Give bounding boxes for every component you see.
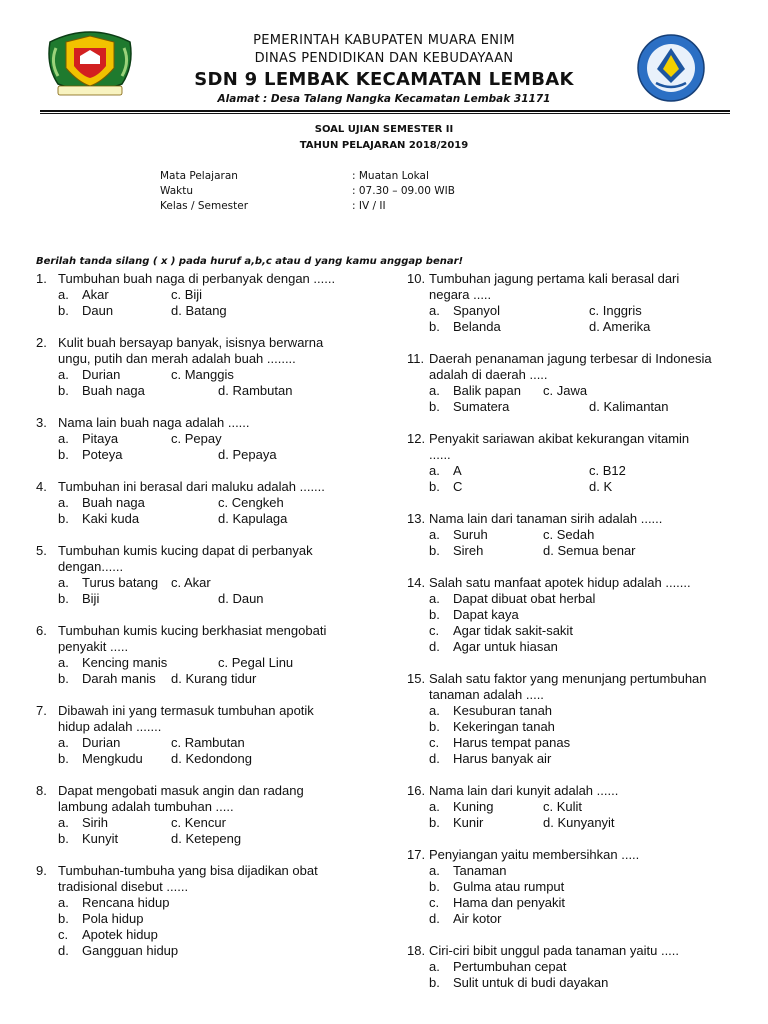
header-line-agency: DINAS PENDIDIKAN DAN KEBUDAYAAN (254, 51, 514, 66)
option-letter[interactable]: b. (58, 383, 69, 398)
option-text[interactable]: Sireh (453, 543, 484, 558)
option-letter[interactable]: b. (58, 303, 69, 318)
option-text[interactable]: Belanda (453, 319, 501, 334)
question-text: Tumbuhan ini berasal dari maluku adalah ....... (58, 479, 325, 494)
option-text[interactable]: Gulma atau rumput (453, 879, 565, 894)
question-text: ...... (429, 447, 451, 462)
question-text: tradisional disebut ...... (58, 879, 189, 894)
option-text[interactable]: d. Rambutan (218, 383, 293, 398)
option-text[interactable]: Buah naga (82, 495, 145, 510)
option-letter[interactable]: b. (429, 815, 440, 830)
option-text[interactable]: c. Biji (171, 287, 203, 302)
question-text: Tumbuhan jagung pertama kali berasal dari (429, 271, 680, 286)
school-address: Alamat : Desa Talang Nangka Kecamatan Lembak 31171 (217, 93, 551, 105)
question-text: dengan...... (58, 559, 124, 574)
question-text: Nama lain dari kunyit adalah ...... (429, 783, 619, 798)
option-letter[interactable]: a. (58, 895, 69, 910)
option-letter[interactable]: b. (429, 399, 440, 414)
question-text: hidup adalah ....... (58, 719, 162, 734)
question-number: 17. (407, 847, 426, 862)
header-divider-thick (40, 110, 730, 112)
instruction-text: Berilah tanda silang ( x ) pada huruf a,b,c atau d yang kamu anggap benar! (36, 256, 464, 267)
question-number: 14. (407, 575, 426, 590)
option-letter[interactable]: b. (58, 911, 69, 926)
option-text[interactable]: Sulit untuk di budi dayakan (453, 975, 609, 990)
question-number: 5. (36, 543, 47, 558)
option-text[interactable]: d. Kurang tidur (171, 671, 257, 686)
option-text[interactable]: c. Inggris (589, 303, 642, 318)
option-letter[interactable]: c. (58, 927, 69, 942)
option-text[interactable]: Biji (82, 591, 100, 606)
option-letter[interactable]: a. (429, 463, 440, 478)
option-text[interactable]: Gangguan hidup (82, 943, 179, 958)
question-number: 15. (407, 671, 426, 686)
option-text[interactable]: d. Kapulaga (218, 511, 288, 526)
option-text[interactable]: d. Kedondong (171, 751, 252, 766)
option-text[interactable]: C (453, 479, 463, 494)
option-text[interactable]: d. Kalimantan (589, 399, 669, 414)
question-number: 2. (36, 335, 47, 350)
question-number: 4. (36, 479, 47, 494)
option-text[interactable]: Hama dan penyakit (453, 895, 566, 910)
question-number: 13. (407, 511, 426, 526)
option-text[interactable]: c. Manggis (171, 367, 234, 382)
option-text[interactable]: Harus tempat panas (453, 735, 571, 750)
question-number: 11. (407, 351, 425, 366)
question-text: tanaman adalah ..... (429, 687, 544, 702)
option-letter[interactable]: b. (58, 591, 69, 606)
option-text[interactable]: Kunyit (82, 831, 119, 846)
option-letter[interactable]: d. (58, 943, 69, 958)
option-letter[interactable]: b. (58, 447, 69, 462)
header-line-government: PEMERINTAH KABUPATEN MUARA ENIM (253, 33, 515, 48)
option-letter[interactable]: b. (429, 975, 440, 990)
option-text[interactable]: c. B12 (589, 463, 626, 478)
option-text[interactable]: d. Batang (171, 303, 227, 318)
option-text[interactable]: Darah manis (82, 671, 156, 686)
option-text[interactable]: Sirih (82, 815, 109, 830)
option-letter[interactable]: a. (429, 383, 440, 398)
question-number: 12. (407, 431, 426, 446)
option-letter[interactable]: b. (429, 479, 440, 494)
muara-enim-emblem-icon (44, 28, 136, 98)
question-text: negara ..... (429, 287, 492, 302)
question-number: 7. (36, 703, 47, 718)
option-text[interactable]: Rencana hidup (82, 895, 170, 910)
option-text[interactable]: Mengkudu (82, 751, 143, 766)
option-text[interactable]: Dapat kaya (453, 607, 519, 622)
question-text: lambung adalah tumbuhan ..... (58, 799, 234, 814)
option-text[interactable]: c. Sedah (543, 527, 595, 542)
option-text[interactable]: Kencing manis (82, 655, 168, 670)
option-text[interactable]: c. Akar (171, 575, 211, 590)
option-letter[interactable]: a. (58, 815, 69, 830)
tut-wuri-handayani-logo-icon (636, 33, 706, 103)
option-text[interactable]: d. K (589, 479, 613, 494)
question-number: 9. (36, 863, 47, 878)
question-text: Nama lain buah naga adalah ...... (58, 415, 250, 430)
exam-title: SOAL UJIAN SEMESTER II (314, 124, 454, 135)
question-number: 8. (36, 783, 47, 798)
option-text[interactable]: d. Amerika (589, 319, 651, 334)
option-letter[interactable]: b. (58, 831, 69, 846)
question-text: Salah satu manfaat apotek hidup adalah ....... (429, 575, 691, 590)
option-text[interactable]: c. Pepay (171, 431, 222, 446)
meta-label: Mata Pelajaran (160, 170, 238, 182)
option-letter[interactable]: d. (429, 639, 440, 654)
option-text[interactable]: Kaki kuda (82, 511, 140, 526)
option-text[interactable]: Sumatera (453, 399, 510, 414)
option-letter[interactable]: b. (429, 607, 440, 622)
option-text[interactable]: Apotek hidup (82, 927, 158, 942)
option-text[interactable]: d. Kunyanyit (543, 815, 615, 830)
question-text: Nama lain dari tanaman sirih adalah ...... (429, 511, 663, 526)
option-text[interactable]: Pola hidup (82, 911, 144, 926)
question-text: penyakit ..... (58, 639, 129, 654)
question-text: Penyiangan yaitu membersihkan ..... (429, 847, 640, 862)
question-text: Salah satu faktor yang menunjang pertumbuhan (429, 671, 707, 686)
option-text[interactable]: Daun (82, 303, 114, 318)
option-letter[interactable]: b. (58, 671, 69, 686)
meta-value: : 07.30 – 09.00 WIB (352, 185, 455, 197)
meta-value: : IV / II (352, 200, 386, 212)
option-letter[interactable]: a. (429, 703, 440, 718)
option-letter[interactable]: a. (429, 303, 440, 318)
question-number: 6. (36, 623, 47, 638)
option-text[interactable]: Pertumbuhan cepat (453, 959, 567, 974)
option-letter[interactable]: c. (429, 735, 440, 750)
option-text[interactable]: d. Daun (218, 591, 264, 606)
option-text[interactable]: Turus batang (82, 575, 159, 590)
header-divider-thin (40, 113, 730, 114)
question-text: Penyakit sariawan akibat kekurangan vitamin (429, 431, 690, 446)
option-letter[interactable]: a. (58, 431, 69, 446)
option-text[interactable]: Akar (82, 287, 109, 302)
option-letter[interactable]: b. (58, 511, 69, 526)
option-text[interactable]: Durian (82, 735, 121, 750)
option-text[interactable]: Pitaya (82, 431, 119, 446)
option-letter[interactable]: a. (58, 495, 69, 510)
question-text: adalah di daerah ..... (429, 367, 548, 382)
option-letter[interactable]: a. (429, 799, 440, 814)
option-letter[interactable]: a. (429, 591, 440, 606)
question-text: Tumbuhan kumis kucing berkhasiat mengobati (58, 623, 327, 638)
question-number: 10. (407, 271, 426, 286)
option-letter[interactable]: c. (429, 623, 440, 638)
option-letter[interactable]: d. (429, 751, 440, 766)
option-text[interactable]: Poteya (82, 447, 123, 462)
option-text[interactable]: Kekeringan tanah (453, 719, 555, 734)
option-text[interactable]: c. Kulit (543, 799, 583, 814)
option-text[interactable]: Spanyol (453, 303, 500, 318)
option-text[interactable]: A (453, 463, 462, 478)
option-text[interactable]: Buah naga (82, 383, 145, 398)
option-text[interactable]: c. Kencur (171, 815, 226, 830)
option-text[interactable]: Tanaman (453, 863, 507, 878)
question-text: Daerah penanaman jagung terbesar di Indonesia (429, 351, 712, 366)
meta-value: : Muatan Lokal (352, 170, 429, 182)
option-text[interactable]: Suruh (453, 527, 488, 542)
question-text: Kulit buah bersayap banyak, isisnya berwarna (58, 335, 324, 350)
question-text: Tumbuhan kumis kucing dapat di perbanyak (58, 543, 313, 558)
question-number: 1. (36, 271, 47, 286)
meta-label: Waktu (160, 185, 193, 197)
option-text[interactable]: c. Rambutan (171, 735, 245, 750)
option-text[interactable]: c. Cengkeh (218, 495, 284, 510)
option-letter[interactable]: b. (429, 319, 440, 334)
question-text: Dibawah ini yang termasuk tumbuhan apotik (58, 703, 314, 718)
option-letter[interactable]: b. (58, 751, 69, 766)
option-letter[interactable]: a. (429, 863, 440, 878)
question-text: Ciri-ciri bibit unggul pada tanaman yaitu ..... (429, 943, 680, 958)
question-text: Dapat mengobati masuk angin dan radang (58, 783, 304, 798)
question-number: 18. (407, 943, 426, 958)
meta-label: Kelas / Semester (160, 200, 249, 212)
question-text: ungu, putih dan merah adalah buah ........ (58, 351, 296, 366)
option-text[interactable]: c. Jawa (543, 383, 588, 398)
option-text[interactable]: Agar tidak sakit-sakit (453, 623, 573, 638)
option-text[interactable]: Balik papan (453, 383, 521, 398)
school-name: SDN 9 LEMBAK KECAMATAN LEMBAK (194, 69, 574, 90)
question-number: 3. (36, 415, 47, 430)
question-number: 16. (407, 783, 426, 798)
option-text[interactable]: d. Semua benar (543, 543, 636, 558)
option-text[interactable]: Harus banyak air (453, 751, 552, 766)
question-text: Tumbuhan buah naga di perbanyak dengan ...... (58, 271, 336, 286)
academic-year: TAHUN PELAJARAN 2018/2019 (299, 140, 469, 151)
option-letter[interactable]: b. (429, 879, 440, 894)
option-letter[interactable]: b. (429, 719, 440, 734)
option-letter[interactable]: b. (429, 543, 440, 558)
option-letter[interactable]: a. (58, 367, 69, 382)
option-letter[interactable]: a. (429, 527, 440, 542)
option-letter[interactable]: a. (58, 575, 69, 590)
option-letter[interactable]: d. (429, 911, 440, 926)
option-letter[interactable]: a. (429, 959, 440, 974)
option-text[interactable]: Air kotor (453, 911, 502, 926)
option-letter[interactable]: c. (429, 895, 440, 910)
option-text[interactable]: d. Pepaya (218, 447, 277, 462)
option-letter[interactable]: a. (58, 287, 69, 302)
option-text[interactable]: Dapat dibuat obat herbal (453, 591, 596, 606)
option-text[interactable]: Durian (82, 367, 121, 382)
question-text: Tumbuhan-tumbuha yang bisa dijadikan obat (58, 863, 318, 878)
option-text[interactable]: c. Pegal Linu (218, 655, 294, 670)
option-text[interactable]: Kesuburan tanah (453, 703, 553, 718)
option-text[interactable]: d. Ketepeng (171, 831, 242, 846)
option-letter[interactable]: a. (58, 655, 69, 670)
option-letter[interactable]: a. (58, 735, 69, 750)
option-text[interactable]: Agar untuk hiasan (453, 639, 558, 654)
option-text[interactable]: Kuning (453, 799, 494, 814)
option-text[interactable]: Kunir (453, 815, 484, 830)
